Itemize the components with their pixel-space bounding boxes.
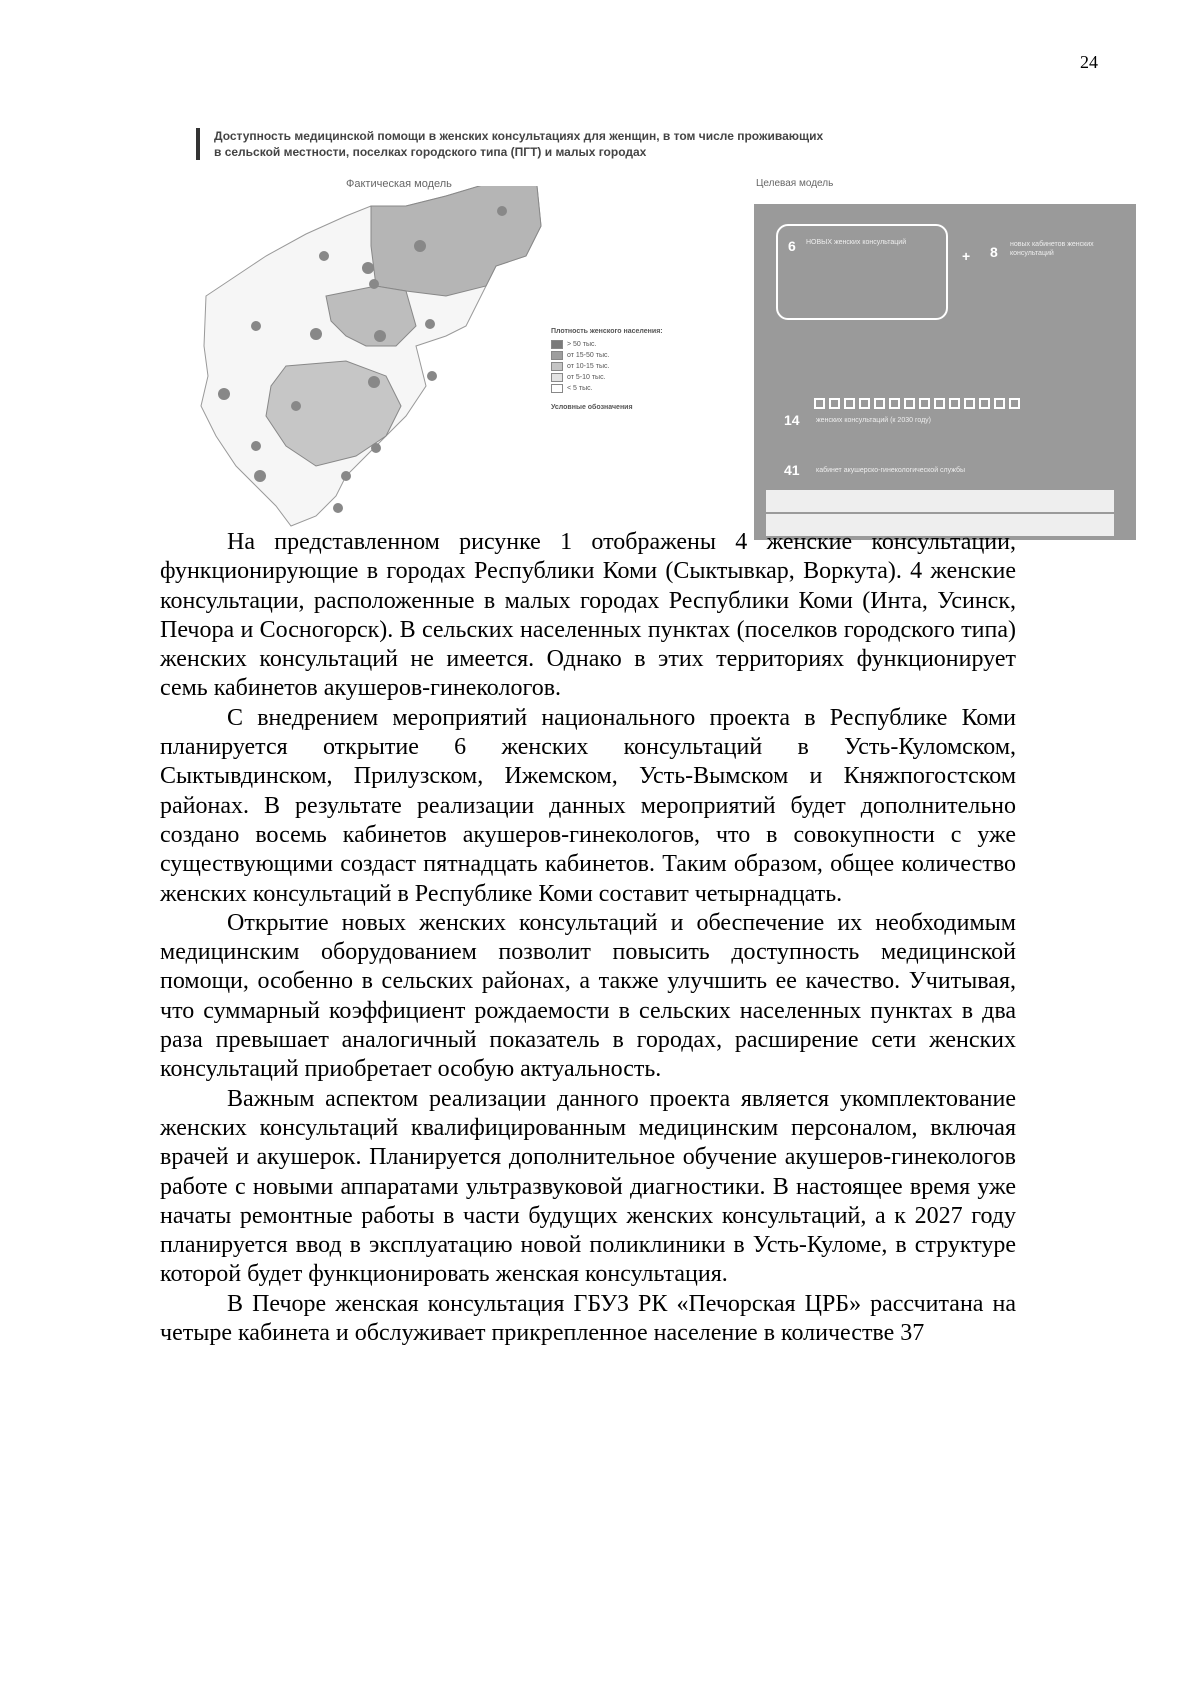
map-marker xyxy=(497,206,507,216)
new-cabinets-count: 8 xyxy=(990,244,998,260)
map-marker xyxy=(251,321,261,331)
legend-item: от 15-50 тыс. xyxy=(551,350,663,361)
new-consultations-label: НОВЫХ женских консультаций xyxy=(806,239,907,246)
map-marker xyxy=(310,328,322,340)
map-marker xyxy=(368,376,380,388)
map-marker xyxy=(371,443,381,453)
consultation-squares xyxy=(814,396,1024,414)
target-model-panel xyxy=(754,204,1136,540)
map-marker xyxy=(254,470,266,482)
map-marker xyxy=(414,240,426,252)
paragraph: На представленном рисунке 1 отображены 4 женские консультации, функционирующие в городах Республики Коми (Сыктывкар, Воркута). 4 женские консультации, расположенные в малых городах Республики Коми (Инта, Усинск, Печора и Сосногорск). В сельских населенных пунктах (поселков городского типа) женских консультаций не имеется. Однако в этих территориях функционирует семь кабинетов акушеров-гинекологов. xyxy=(160,529,1016,702)
total-consultations-count: 14 xyxy=(784,412,800,428)
page-number: 24 xyxy=(1080,52,1098,72)
map-marker xyxy=(333,503,343,513)
cabinets-label: кабинет акушерско-гинекологической службы xyxy=(816,467,966,474)
legend-item: > 50 тыс. xyxy=(551,339,663,350)
legend-item: от 5-10 тыс. xyxy=(551,372,663,383)
paragraph: С внедрением мероприятий национального проекта в Республике Коми планируется открытие 6 женских консультаций в Усть-Куломском, Сыктывдинском, Прилузском, Ижемском, Усть-Вымском и Княжпогостском районах. В результате реализации данных мероприятий будет дополнительно создано восемь кабинетов акушеров-гинекологов, что в совокупности с уже существующими создаст пятнадцать кабинетов. Таким образом, общее количество женских консультаций в Республике Коми составит четырнадцать. xyxy=(160,704,1016,907)
map-marker xyxy=(425,319,435,329)
paragraph: Важным аспектом реализации данного проекта является укомплектование женских консультаций квалифицированным медицинским персоналом, включая врачей и акушерок. Планируется дополнительное обучение акушеров-гинекологов работе с новыми аппаратами ультразвуковой диагностики. В настоящее время уже начаты ремонтные работы в части будущих женских консультаций, а к 2027 году планируется ввод в эксплуатацию новой поликлиники в Усть-Куломе, в структуре которой будет функционировать женская консультация. xyxy=(160,1085,1016,1288)
figure-accessibility-map xyxy=(196,128,1136,544)
map-marker xyxy=(319,251,329,261)
map-marker xyxy=(427,371,437,381)
plus-sign: + xyxy=(962,248,971,264)
legend-item: < 5 тыс. xyxy=(551,383,663,394)
figure-title xyxy=(196,128,1114,160)
conventions-title: Условные обозначения xyxy=(551,404,633,411)
paragraph: Открытие новых женских консультаций и обеспечение их необходимым медицинским оборудованием позволит повысить доступность медицинской помощи, особенно в сельских районах, а также улучшить ее качество. Учитывая, что суммарный коэффициент рождаемости в сельских населенных пунктах в два раза превышает аналогичный показатель в городах, расширение сети женских консультаций приобретает особую актуальность. xyxy=(160,909,1016,1083)
cabinets-count: 41 xyxy=(784,462,800,478)
actual-model-label: Фактическая модель xyxy=(346,178,452,190)
map-marker xyxy=(251,441,261,451)
body-text xyxy=(160,528,1016,1348)
map-marker xyxy=(374,330,386,342)
figure-title-line1: Доступность медицинской помощи в женских консультациях для женщин, в том числе проживающих xyxy=(214,129,824,143)
target-model-label: Целевая модель xyxy=(756,178,834,189)
new-consultations-count: 6 xyxy=(788,238,796,254)
new-cabinets-label: новых кабинетов женских консультаций xyxy=(1010,241,1094,257)
map-dense-area-northeast xyxy=(371,186,541,296)
panel-note-1 xyxy=(766,490,1114,512)
legend-item: от 10-15 тыс. xyxy=(551,361,663,372)
figure-title-line2: в сельской местности, поселках городского типа (ПГТ) и малых городах xyxy=(214,145,647,159)
map-legend xyxy=(551,326,663,415)
map-marker xyxy=(291,401,301,411)
paragraph: В Печоре женская консультация ГБУЗ РК «Печорская ЦРБ» рассчитана на четыре кабинета и обслуживает прикрепленное население в количестве 37 xyxy=(160,1290,1016,1347)
map-marker xyxy=(369,279,379,289)
komi-map xyxy=(196,186,556,546)
map-marker xyxy=(218,388,230,400)
map-marker xyxy=(362,262,374,274)
total-consultations-label: женских консультаций (к 2030 году) xyxy=(816,417,931,424)
legend-title: Плотность женского населения: xyxy=(551,328,663,335)
map-marker xyxy=(341,471,351,481)
